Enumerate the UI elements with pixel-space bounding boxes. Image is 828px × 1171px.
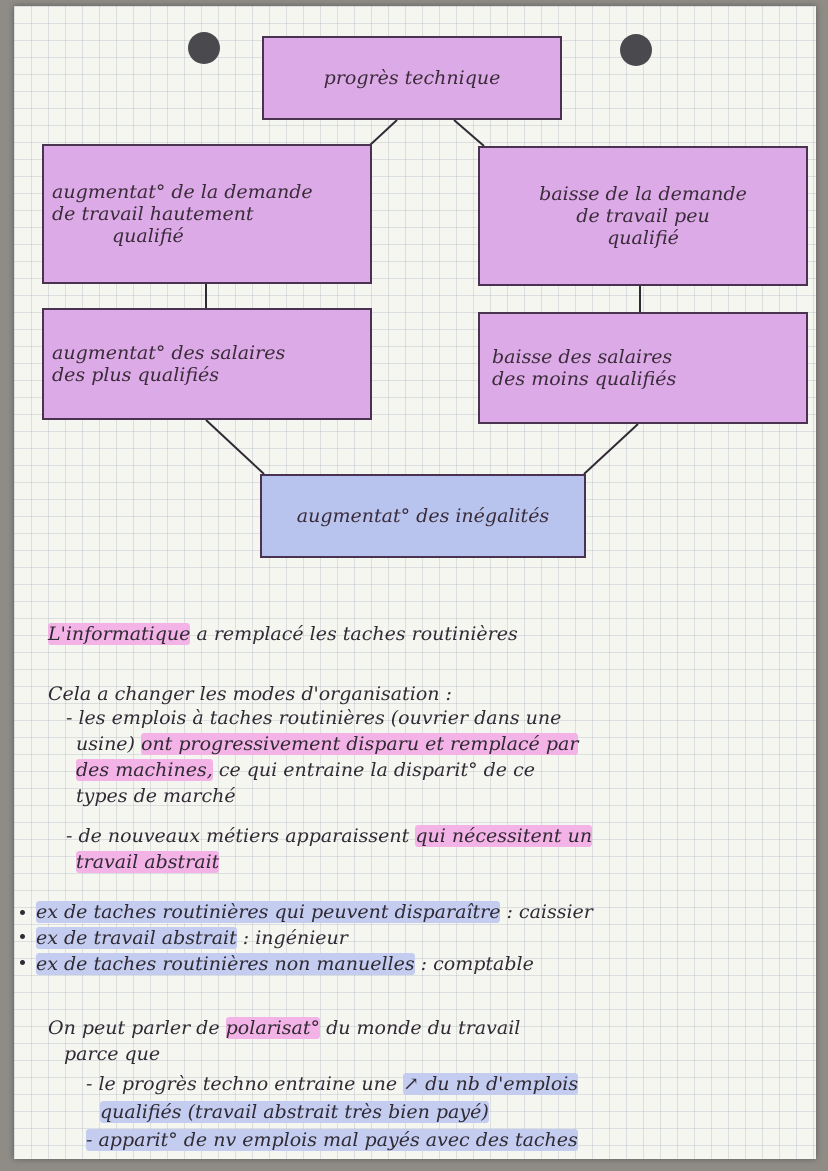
note-org <box>48 682 452 706</box>
note-intro <box>48 622 518 646</box>
note-hl: qui nécessitent un <box>415 825 593 847</box>
box-line: des plus qualifiés <box>52 364 220 386</box>
box-progres-technique <box>262 36 562 120</box>
note-text: - de nouveaux métiers apparaissent <box>66 825 416 847</box>
box-line: de travail peu <box>576 205 710 227</box>
box-line: qualifié <box>607 227 679 249</box>
bullet-dot <box>20 934 25 939</box>
note-p1-l2 <box>100 1100 489 1124</box>
box-result-label: augmentat° des inégalités <box>296 505 550 527</box>
note-polarisation <box>48 1016 520 1040</box>
note-text: usine) <box>76 733 141 755</box>
note-text: a remplacé les taches routinières <box>190 623 518 645</box>
box-salaires-qualifies <box>42 308 372 420</box>
box-line: baisse de la demande <box>539 183 747 205</box>
note-b2-l1 <box>66 824 592 848</box>
connector-right-result <box>584 424 638 474</box>
box-line: qualifié <box>112 225 184 247</box>
note-text: - les emplois à taches routinières (ouvrier dans une <box>66 707 562 729</box>
note-hl: polarisat° <box>225 1017 321 1039</box>
box-line: baisse des salaires <box>492 346 673 368</box>
note-text: parce que <box>64 1043 161 1065</box>
note-hl: L'informatique <box>48 623 191 645</box>
note-text: - le progrès techno entraine une <box>86 1073 404 1095</box>
note-text: : comptable <box>414 953 534 975</box>
note-text: On peut parler de <box>48 1017 226 1039</box>
note-hl: - apparit° de nv emplois mal payés avec des taches <box>86 1129 578 1151</box>
note-text: Cela a changer les modes d'organisation : <box>48 683 452 705</box>
note-text: : caissier <box>500 901 593 923</box>
note-parce-que <box>64 1042 160 1066</box>
note-hl: ont progressivement disparu et remplacé par <box>141 733 579 755</box>
note-text: types de marché <box>76 785 236 807</box>
note-p2-l1 <box>86 1128 578 1152</box>
note-text: ce qui entraine la disparit° de ce <box>212 759 535 781</box>
bullet-dot <box>20 910 25 915</box>
note-b1-l3 <box>76 758 535 782</box>
note-p1-l1 <box>86 1072 578 1096</box>
box-line: de travail hautement <box>52 203 254 225</box>
box-inegalites <box>260 474 586 558</box>
box-line: des moins qualifiés <box>492 368 677 390</box>
box-baisse-demande <box>478 146 808 286</box>
note-b1-l4 <box>76 784 236 808</box>
note-text: : ingénieur <box>236 927 348 949</box>
note-b1-l2 <box>76 732 578 756</box>
connector-left-result <box>206 420 264 474</box>
box-demande-qualifie <box>42 144 372 284</box>
note-text: du monde du travail <box>320 1017 521 1039</box>
bullet-dot <box>20 960 25 965</box>
box-line: augmentat° de la demande <box>52 181 313 203</box>
notebook-page <box>14 6 816 1159</box>
note-hl: travail abstrait <box>76 851 220 873</box>
box-root-label: progrès technique <box>323 67 501 89</box>
note-hl: ex de taches routinières non manuelles <box>36 953 415 975</box>
note-hl: qualifiés (travail abstrait très bien payé) <box>100 1101 489 1123</box>
note-hl: ex de taches routinières qui peuvent disparaître <box>36 901 501 923</box>
box-line: augmentat° des salaires <box>52 342 286 364</box>
example-3 <box>36 952 534 976</box>
note-b2-l2 <box>76 850 219 874</box>
note-b1-l1 <box>66 706 561 730</box>
connector-root-left <box>369 120 397 146</box>
connector-root-right <box>454 120 484 146</box>
box-baisse-salaires <box>478 312 808 424</box>
note-hl: ex de travail abstrait <box>36 927 237 949</box>
note-hl: des machines, <box>76 759 213 781</box>
note-hl: ↗ du nb d'emplois <box>403 1073 579 1095</box>
example-2 <box>36 926 348 950</box>
example-1 <box>36 900 593 924</box>
